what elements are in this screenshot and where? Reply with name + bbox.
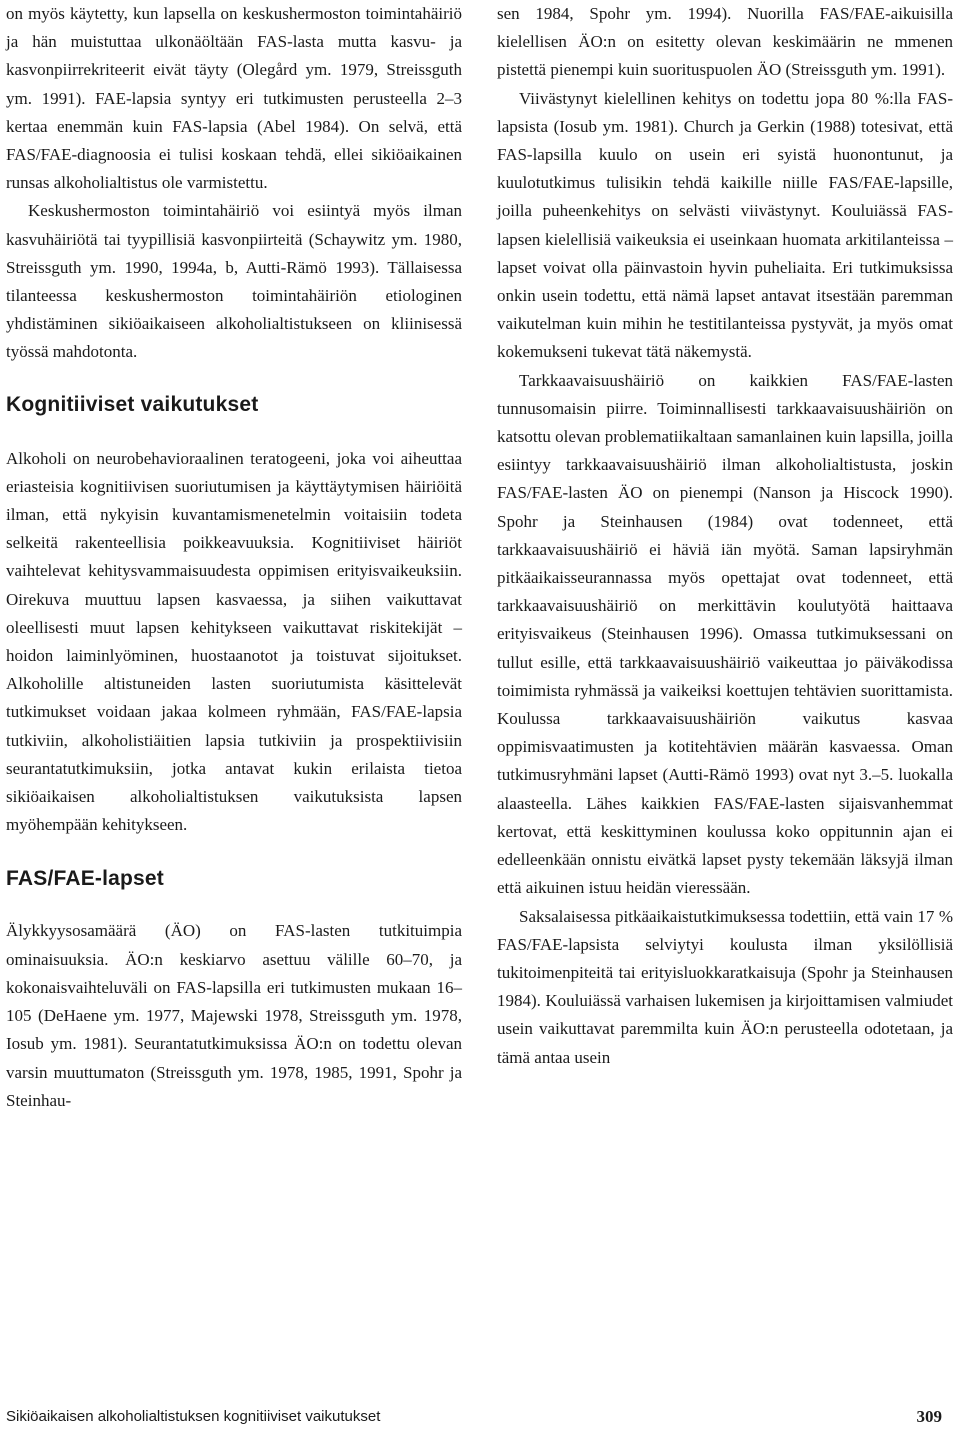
running-footer-title: Sikiöaikaisen alkoholialtistuksen kognitiiviset vaikutukset [6, 1408, 381, 1425]
paragraph: on myös käytetty, kun lapsella on keskushermoston toimintahäiriö ja hän muistuttaa ulkonäöltään FAS-lasta mutta kasvu- ja kasvonpiirrekriteerit eivät täyty (Olegård ym. 1979, Streissguth ym. 1991). FAE-lapsia syntyy eri tutkimusten perusteella 2–3 kertaa enemmän kuin FAS-lapsia (Abel 1984). On selvä, että FAS/FAE-diagnoosia ei tulisi koskaan tehdä, ellei sikiöaikainen runsas alkoholialtistus ole varmistettu. [6, 4, 462, 193]
paragraph: Saksalaisessa pitkäaikaistutkimuksessa todettiin, että vain 17 % FAS/FAE-lapsista selviytyi koulusta ilman yksilöllisiä tukitoimenpiteitä tai erityisluokkaratkaisuja (Spohr ja Steinhausen 1984). Kouluiässä varhaisen lukemisen ja kirjoittamisen valmiudet usein vaikuttavat paremmilta kuin ÄO:n perusteella odotetaan, ja tämä antaa usein [497, 906, 953, 1067]
paragraph: Keskushermoston toimintahäiriö voi esiintyä myös ilman kasvuhäiriötä tai tyypillisiä kasvonpiirteitä (Schaywitz ym. 1980, Streissguth ym. 1990, 1994a, b, Autti-Rämö 1993). Tällaisessa tilanteessa keskushermoston toimintahäiriön etiologinen yhdistäminen sikiöaikaiseen alkoholialtistukseen on kliinisessä työssä mahdotonta. [6, 201, 462, 362]
page-footer [6, 1408, 942, 1428]
section-heading: FAS/FAE-lapset [6, 867, 165, 891]
paragraph: Viivästynyt kielellinen kehitys on todettu jopa 80 %:lla FAS-lapsista (Iosub ym. 1981). Church ja Gerkin (1988) totesivat, että FAS-lapsilla kuulo on usein eri syistä huonontunut, ja kuulotutkimus tulisikin tehdä kaikille niille FAS/FAE-lapsille, joilla puheenkehitys on selvästi viivästynyt. Kouluiässä FAS-lapsen kielellisiä vaikeuksia ei useinkaan huomata arkitilanteissa – lapset voivat olla päinvastoin hyvin puheliaita. Eri tutkimuksissa onkin usein todettu, että nämä lapset antavat itsestään paremman vaikutelman kuin mihin he testitilanteissa pystyvät, ja myös omat kokemukseni tukevat tätä näkemystä. [497, 88, 953, 362]
paragraph: sen 1984, Spohr ym. 1994). Nuorilla FAS/FAE-aikuisilla kielellisen ÄO:n on esitetty olevan keskimäärin ne mmenen pistettä pienempi kuin suorituspuolen ÄO (Streissguth ym. 1991). [497, 4, 953, 80]
page-number: 309 [916, 1407, 942, 1426]
section-heading: Kognitiiviset vaikutukset [6, 392, 259, 416]
left-column [6, 0, 462, 1115]
paragraph: Alkoholi on neurobehavioraalinen teratogeeni, joka voi aiheuttaa eriasteisia kognitiivisen suoriutumisen ja käyttäytymisen häiriöitä ilman, että nykyisin kuvantamismenetelmin voitaisiin todeta selkeitä rakenteellisia poikkeavuuksia. Kognitiiviset häiriöt vaihtelevat kehitysvammaisuudesta oppimisen erityisvaikeuksiin. Oirekuva muuttuu lapsen kasvaessa, ja siihen vaikuttavat oleellisesti muut lapsen kehitykseen vaikuttavat riskitekijät – hoidon laiminlyöminen, huostaanotot ja toistuvat sijoitukset. Alkoholille altistuneiden lasten suoriutumista käsittelevät tutkimukset voidaan jakaa kolmeen ryhmään, FAS/FAE-lapsia tutkiviin, alkoholistiäitien lapsia tutkiviin ja prospektiivisiin seurantatutkimuksiin, jotka antavat kukin erilaista tietoa sikiöaikaisen alkoholialtistuksen vaikutuksista lapsen myöhempään kehitykseen. [6, 448, 462, 835]
paragraph: Tarkkaavaisuushäiriö on kaikkien FAS/FAE-lasten tunnusomaisin piirre. Toiminnallisesti tarkkaavaisuushäiriön on katsottu olevan problematiikaltaan samanlainen kuin lapsilla, joilla esiintyy tarkkaavaisuushäiriö ilman alkoholialtistusta, joskin FAS/FAE-lasten ÄO on pienempi (Nanson ja Hiscock 1990). Spohr ja Steinhausen (1984) ovat todenneet, että tarkkaavaisuushäiriö ei häviä iän myötä. Saman lapsiryhmän pitkäaikaisseurannassa myös opettajat ovat todenneet, että tarkkaavaisuushäiriö on merkittävin koulutyötä haittaava erityisvaikeus (Steinhausen 1996). Omassa tutkimuksessani on tullut esille, että tarkkaavaisuushäiriö vaikeuttaa jo päiväkodissa toimimista ryhmässä ja vaikeiksi koettujen tehtävien suorittamista. Koulussa tarkkaavaisuushäiriön vaikutus kasvaa oppimisvaatimusten ja kotitehtävien määrän kasvaessa. Oman tutkimusryhmäni lapset (Autti-Rämö 1993) ovat nyt 3.–5. luokalla alaasteella. Lähes kaikkien FAS/FAE-lasten sijaisvanhemmat kertovat, että keskittyminen koulussa koko oppitunnin ajan ei edelleenkään onnistu eivätkä lapset pysty tekemään läksyjä ilman että aikuinen istuu heidän vieressään. [497, 370, 953, 898]
paragraph: Älykkyysosamäärä (ÄO) on FAS-lasten tutkituimpia ominaisuuksia. ÄO:n keskiarvo asettuu välille 60–70, ja kokonaisvaihteluväli on FAS-lapsilla eri tutkimusten mukaan 16–105 (DeHaene ym. 1977, Majewski 1978, Streissguth ym. 1978, Iosub ym. 1981). Seurantatutkimuksissa ÄO:n on todettu olevan varsin muuttumaton (Streissguth ym. 1978, 1985, 1991, Spohr ja Steinhau- [6, 921, 462, 1110]
right-column [497, 0, 953, 1072]
